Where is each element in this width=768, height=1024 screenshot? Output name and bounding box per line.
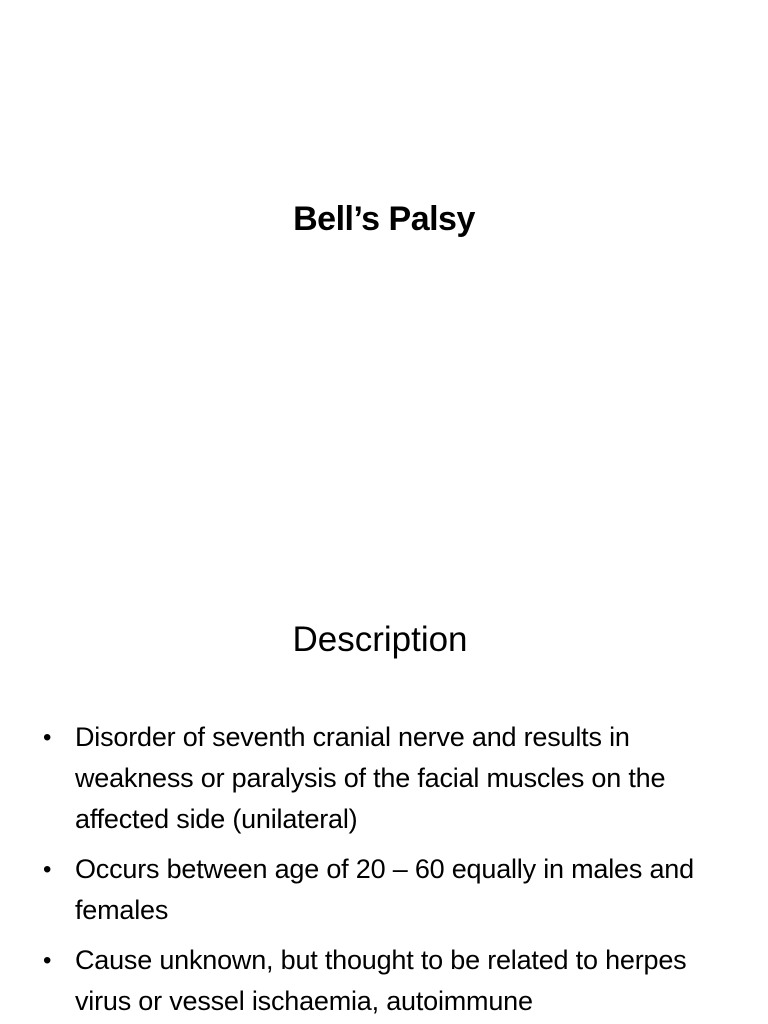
bullet-text: Occurs between age of 20 – 60 equally in males and females	[75, 854, 694, 925]
bullet-item	[43, 849, 743, 931]
bullet-text: Disorder of seventh cranial nerve and results in weakness or paralysis of the facial muscles on the affected side (unilateral)	[75, 722, 666, 834]
slide-title-heading: Bell’s Palsy	[293, 200, 475, 238]
bullet-dot-icon: •	[43, 947, 52, 974]
bullet-dot-icon: •	[43, 724, 52, 751]
bullet-item	[43, 717, 743, 840]
slide-description	[0, 576, 768, 1024]
bullet-dot-icon: •	[43, 856, 52, 883]
bullet-text: Cause unknown, but thought to be related to herpes virus or vessel ischaemia, autoimmune	[75, 945, 687, 1016]
bullet-item	[43, 940, 743, 1022]
bullet-list	[43, 717, 743, 1024]
description-heading: Description	[292, 620, 468, 659]
